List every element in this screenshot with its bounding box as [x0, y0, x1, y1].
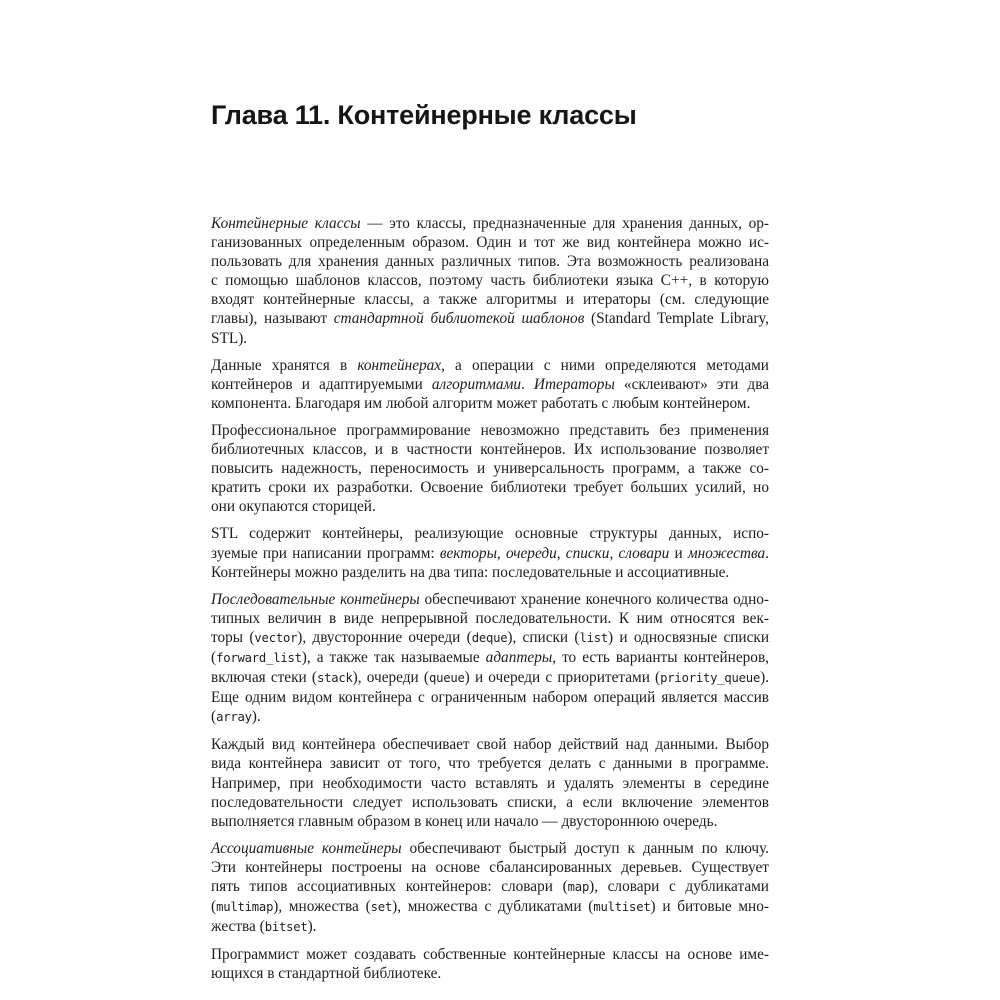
text-segment: — это классы, предназначенные для хранения данных, ор-: [360, 215, 769, 232]
text-line: [211, 839, 769, 858]
text-line: [211, 609, 769, 628]
text-segment: обеспечивают хранение конечного количества одно-: [419, 590, 769, 608]
text-segment: выполняется главным образом в конец или начало — двустороннюю очередь.: [211, 812, 718, 830]
text-segment: (: [211, 648, 217, 666]
text-line: [211, 877, 769, 897]
text-segment: , то есть варианты контейнеров,: [552, 648, 769, 666]
text-line: [211, 252, 769, 271]
paragraph: [211, 524, 769, 581]
text-line: [211, 497, 769, 516]
text-segment: (: [211, 898, 217, 916]
text-segment: Каждый вид контейнера обеспечивает свой набор действий над данными. Выбор: [211, 736, 769, 754]
paragraph: [211, 590, 769, 728]
emphasis-term: контейнерах: [357, 356, 442, 374]
paragraph: [211, 945, 769, 983]
text-segment: зуемые при написании программ:: [211, 544, 440, 562]
text-line: [211, 668, 769, 688]
text-segment: включая стеки (: [211, 669, 317, 687]
text-line: [211, 812, 769, 831]
text-line: [211, 271, 769, 290]
emphasis-term: векторы, очереди, списки, словари: [439, 544, 670, 562]
text-line: [211, 707, 769, 727]
text-segment: ) и битовые мно-: [650, 898, 769, 916]
text-segment: (: [211, 708, 217, 726]
text-line: [211, 648, 769, 668]
chapter-title: Глава 11. Контейнерные классы: [211, 100, 637, 130]
text-line: [211, 524, 769, 543]
text-segment: ).: [251, 708, 261, 726]
text-line: [211, 394, 769, 413]
text-segment: пользовать для хранения данных различных типов. Эта возможность реализована: [211, 253, 769, 271]
text-segment: ), двусторонние очереди (: [297, 628, 472, 646]
text-segment: повысить надежность, переносимость и универсальность программ, а также со-: [211, 460, 769, 478]
text-segment: типных величин в виде непрерывной последовательности. К ним относятся век-: [211, 609, 769, 627]
text-line: [211, 563, 769, 582]
text-line: [211, 964, 769, 983]
text-segment: Программист может создавать собственные контейнерные классы на основе име-: [211, 946, 769, 964]
code-identifier: list: [579, 630, 609, 645]
text-segment: ) и односвязные списки: [608, 628, 770, 646]
text-segment: ) и очереди с приоритетами (: [464, 669, 661, 687]
text-line: [211, 917, 769, 937]
code-identifier: stack: [316, 671, 353, 686]
text-segment: торы (: [211, 628, 255, 646]
text-segment: входят контейнерные классы, а также алгоритмы и итераторы (см. следующие: [211, 291, 769, 309]
text-segment: Эти контейнеры построены на основе сбалансированных деревьев. Существует: [211, 858, 769, 876]
emphasis-term: адаптеры: [485, 648, 553, 666]
text-line: [211, 329, 769, 348]
paragraph: [211, 839, 769, 937]
text-segment: последовательности следует использовать списки, а если включение элементов: [211, 793, 769, 811]
text-segment: , а операции с ними определяются методами: [441, 356, 769, 374]
emphasis-term: Контейнерные классы: [211, 215, 361, 232]
text-line: [211, 858, 769, 877]
text-segment: Данные хранятся в: [211, 356, 358, 374]
text-line: [211, 735, 769, 754]
text-segment: контейнеров и адаптируемыми: [211, 375, 432, 393]
text-segment: компонента. Благодаря им любой алгоритм может работать с любым контейнером.: [211, 394, 751, 412]
text-segment: обеспечивают быстрый доступ к данным по ключу.: [401, 839, 770, 857]
paragraph: [211, 214, 769, 348]
code-identifier: priority_queue: [660, 671, 761, 686]
text-line: [211, 628, 769, 648]
text-segment: ), очереди (: [352, 669, 429, 687]
text-segment: .: [765, 544, 769, 562]
text-line: [211, 897, 769, 917]
chapter-body: [211, 214, 769, 991]
text-segment: и: [669, 544, 688, 562]
text-line: [211, 375, 769, 394]
text-segment: они окупаются сторицей.: [211, 498, 376, 516]
code-identifier: bitset: [264, 920, 308, 935]
text-segment: Еще одним видом контейнера с ограниченным набором операций является массив: [211, 689, 769, 707]
text-line: [211, 233, 769, 252]
code-identifier: deque: [471, 630, 508, 645]
text-segment: ).: [760, 669, 770, 687]
text-segment: вида контейнера зависит от того, что требуется делать с данными в программе.: [211, 755, 769, 773]
text-segment: ), множества с дубликатами (: [392, 898, 594, 916]
text-segment: Контейнеры можно разделить на два типа: последовательные и ассоциативные.: [211, 563, 730, 581]
code-identifier: map: [567, 880, 590, 894]
text-segment: .: [520, 375, 534, 393]
text-segment: ), а также так называемые: [301, 648, 486, 666]
code-identifier: multimap: [216, 900, 274, 915]
text-line: [211, 590, 769, 609]
text-segment: Например, при необходимости часто вставлять и удалять элементы в середине: [211, 774, 769, 792]
text-segment: ющихся в стандартной библиотеке.: [211, 965, 442, 983]
text-segment: «склеивают» эти два: [614, 375, 770, 393]
text-segment: кратить сроки их разработки. Освоение библиотеки требует больших усилий, но: [211, 479, 769, 497]
text-line: [211, 688, 769, 707]
text-segment: пять типов ассоциативных контейнеров: словари (: [211, 878, 568, 895]
text-segment: главы), называют: [211, 310, 334, 328]
text-segment: Профессиональное программирование невозможно представить без применения: [211, 421, 769, 439]
text-segment: ), словари с дубликатами: [589, 878, 769, 895]
emphasis-term: Ассоциативные контейнеры: [211, 839, 402, 857]
text-line: [211, 544, 769, 563]
text-line: [211, 754, 769, 773]
text-line: [211, 793, 769, 812]
text-segment: ).: [307, 918, 317, 936]
text-segment: жества (: [211, 918, 265, 936]
text-segment: STL).: [211, 329, 248, 347]
text-segment: с помощью шаблонов классов, поэтому часть библиотеки языка С++, в которую: [211, 272, 769, 290]
code-identifier: queue: [428, 671, 465, 686]
paragraph: [211, 735, 769, 830]
text-line: [211, 214, 769, 233]
text-line: [211, 421, 769, 440]
emphasis-term: Итераторы: [533, 375, 615, 393]
text-line: [211, 459, 769, 478]
emphasis-term: алгоритмами: [431, 375, 521, 393]
code-identifier: forward_list: [216, 650, 302, 665]
text-line: [211, 290, 769, 309]
paragraph: [211, 356, 769, 413]
emphasis-term: Последовательные контейнеры: [211, 590, 420, 608]
text-line: [211, 356, 769, 375]
emphasis-term: множества: [687, 544, 766, 562]
text-segment: библиотечных классов, и в частности контейнеров. Их использование позволяет: [211, 441, 769, 459]
text-segment: STL содержит контейнеры, реализующие основные структуры данных, испо-: [211, 525, 769, 543]
text-segment: ), множества (: [273, 898, 371, 916]
code-identifier: vector: [254, 630, 298, 645]
text-line: [211, 945, 769, 964]
text-line: [211, 309, 769, 328]
code-identifier: array: [216, 710, 252, 725]
text-line: [211, 478, 769, 497]
text-line: [211, 774, 769, 793]
text-segment: ), списки (: [507, 628, 580, 646]
text-segment: ганизованных определенным образом. Один и тот же вид контейнера можно ис-: [211, 234, 769, 252]
text-segment: (Standard Template Library,: [584, 310, 769, 328]
code-identifier: set: [370, 900, 393, 915]
code-identifier: multiset: [593, 900, 651, 915]
paragraph: [211, 421, 769, 516]
emphasis-term: стандартной библиотекой шаблонов: [333, 310, 585, 328]
text-line: [211, 440, 769, 459]
